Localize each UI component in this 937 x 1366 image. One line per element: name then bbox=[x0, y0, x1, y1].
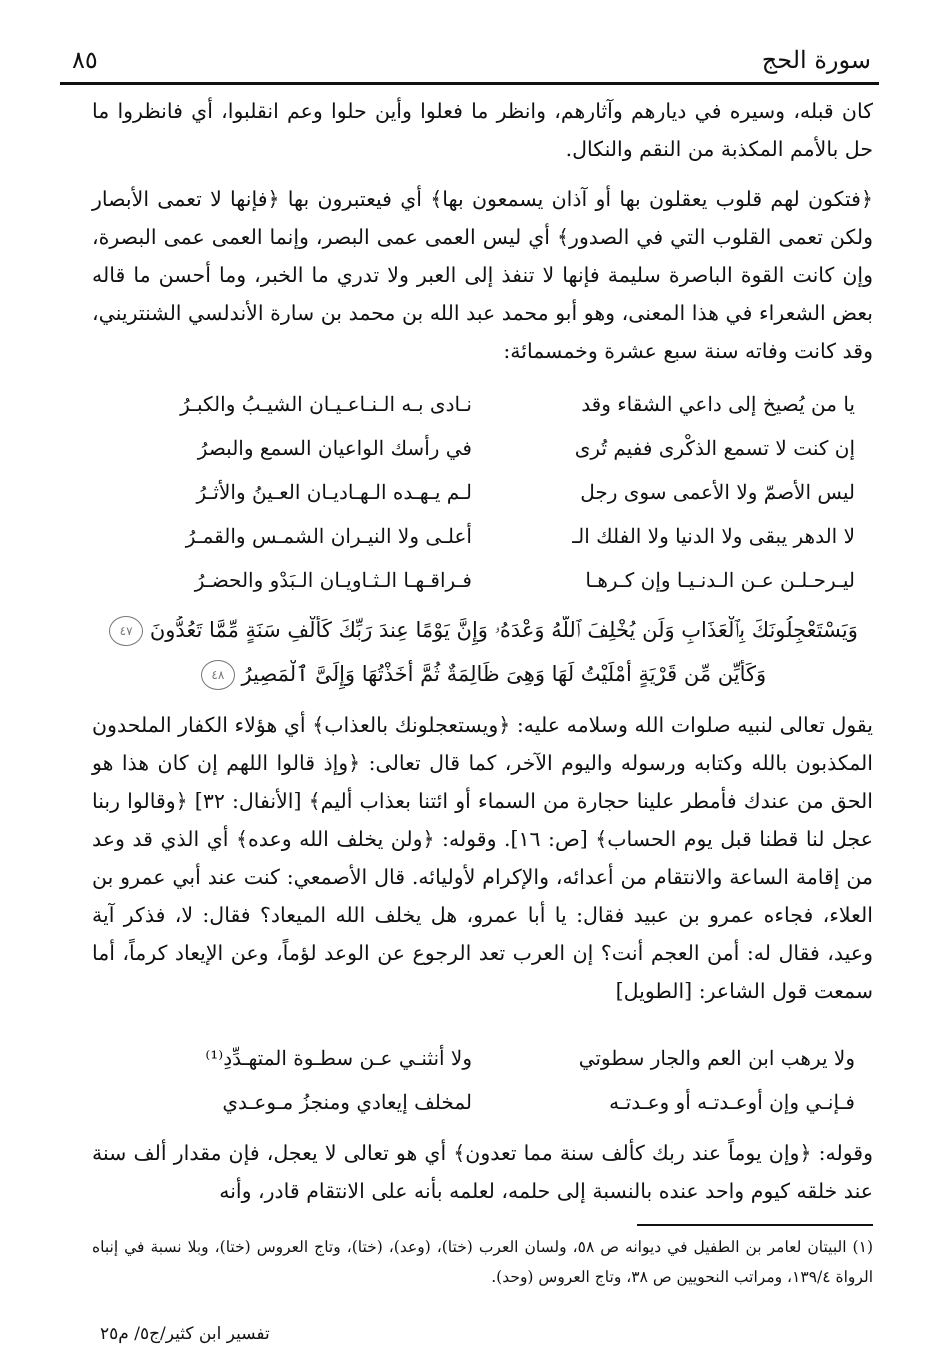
verse-number-marker: ٤٧ bbox=[109, 616, 143, 646]
paragraph-text: يقول تعالى لنبيه صلوات الله وسلامه عليه: ﴿ويستعجلونك بالعذاب﴾ أي هؤلاء الكفار الملحدون المكذبون بالله وكتابه ورسوله واليوم الآخر، كما قال تعالى: ﴿وإذ قالوا اللهم إن كان هذا هو الحق من عندك فأمطر علينا حجارة من السماء أو ائتنا بعذاب أليم﴾ [الأنفال: ٣٢] ﴿وقالوا ربنا عجل لنا قطنا قبل يوم الحساب﴾ [ص: ١٦]. وقوله: ﴿ولن يخلف الله وعده﴾ أي الذي قد وعد من إقامة الساعة والانتقام من أعدائه، والإكرام لأوليائه. قال الأصمعي: كنت عند أبي عمرو بن العلاء، فجاءه عمرو بن عبيد فقال: يا أبا عمرو، هل يخلف الله الميعاد؟ فقال: لا، فذكر آية وعيد، فقال له: أمن العجم أنت؟ إن العرب تعد الرجوع عن الوعد لؤماً، وعن الإيعاد كرماً، أما سمعت قول الشاعر: [الطويل] bbox=[92, 713, 874, 1003]
verse-second-hemistich: أعلـى ولا النيـران الشمـس والقمـرُ bbox=[185, 524, 472, 548]
poem-verse bbox=[92, 392, 867, 432]
paragraph-intro bbox=[92, 92, 873, 168]
quran-verse-text: وَيَسْتَعْجِلُونَكَ بِٱلْعَذَابِ وَلَن يُخْلِفَ ٱللَّهُ وَعْدَهُۥ وَإِنَّ يَوْمًا عِندَ رَبِّكَ كَأَلْفِ سَنَةٍ مِّمَّا تَعُدُّونَ bbox=[149, 618, 858, 642]
quran-verse bbox=[92, 660, 867, 706]
verse-first-hemistich: لا الدهر يبقى ولا الدنيا ولا الفلك الـ bbox=[572, 524, 855, 548]
verse-first-hemistich: ولا يرهب ابن العم والجار سطوتي bbox=[578, 1046, 855, 1070]
verse-first-hemistich: ليـرحـلـن عـن الـدنـيـا وإن كـرهـا bbox=[585, 568, 855, 592]
footnote-divider bbox=[637, 1224, 873, 1226]
page-header bbox=[60, 40, 879, 88]
verse-second-hemistich: في رأسك الواعيان السمع والبصرُ bbox=[197, 436, 472, 460]
poem-verse bbox=[92, 524, 867, 564]
book-signature: تفسير ابن كثير/ج٥/ م٢٥ bbox=[100, 1324, 270, 1344]
header-divider bbox=[60, 82, 879, 85]
poem-verse bbox=[92, 1046, 867, 1086]
poem-verse bbox=[92, 480, 867, 520]
verse-second-hemistich: فـراقـهـا الـثـاويـان الـبَدْو والحضـرُ bbox=[194, 568, 472, 592]
verse-first-hemistich: يا من يُصيخ إلى داعي الشقاء وقد bbox=[581, 392, 855, 416]
poem-verse bbox=[92, 568, 867, 608]
verse-first-hemistich: ليس الأصمّ ولا الأعمى سوى رجل bbox=[580, 480, 855, 504]
paragraph-text: وقوله: ﴿وإن يوماً عند ربك كألف سنة مما تعدون﴾ أي هو تعالى لا يعجل، فإن مقدار ألف سنة عند خلقه كيوم واحد عنده بالنسبة إلى حلمه، لعلمه بأنه على الانتقام قادر، وأنه bbox=[92, 1141, 873, 1203]
paragraph-tafsir bbox=[92, 180, 873, 370]
paragraph-closing bbox=[92, 1134, 873, 1210]
footnote: (١) البيتان لعامر بن الطفيل في ديوانه ص ٥٨، ولسان العرب (ختا)، (وعد)، (ختا)، وتاج العروس (ختا)، وبلا نسبة في إنباه الرواة ١٣٩/٤، ومراتب النحويين ص ٣٨، وتاج العروس (وحد). bbox=[92, 1238, 873, 1286]
surah-title: سورة الحج bbox=[761, 46, 871, 74]
verse-second-hemistich: ولا أنثنـي عـن سطـوة المتهـدِّدِ⁽¹⁾ bbox=[205, 1046, 472, 1070]
verse-number-marker: ٤٨ bbox=[201, 660, 235, 690]
paragraph-commentary bbox=[92, 706, 873, 1010]
poem-verse bbox=[92, 436, 867, 476]
paragraph-text: كان قبله، وسيره في ديارهم وآثارهم، وانظر ما فعلوا وأين حلوا وعم انقلبوا، أي فانظروا ما حل بالأمم المكذبة من النقم والنكال. bbox=[92, 99, 873, 161]
quran-verse bbox=[92, 616, 867, 662]
verse-second-hemistich: لمخلف إيعادي ومنجزُ مـوعـدي bbox=[222, 1090, 472, 1114]
verse-second-hemistich: لـم يـهـده الـهـاديـان العـينُ والأثـرُ bbox=[196, 480, 472, 504]
quran-verse-text: وَكَأَيِّن مِّن قَرْيَةٍ أَمْلَيْتُ لَهَا وَهِىَ ظَالِمَةٌ ثُمَّ أَخَذْتُهَا وَإِلَىَّ ٱلْمَصِيرُ bbox=[241, 662, 767, 686]
poem-verse bbox=[92, 1090, 867, 1130]
paragraph-text: ﴿فتكون لهم قلوب يعقلون بها أو آذان يسمعون بها﴾ أي فيعتبرون بها ﴿فإنها لا تعمى الأبصار ولكن تعمى القلوب التي في الصدور﴾ أي ليس العمى عمى البصر، وإنما العمى عمى البصرة، وإن كانت القوة الباصرة سليمة فإنها لا تنفذ إلى العبر ولا تدري ما الخبر، وما أحسن ما قاله بعض الشعراء في هذا المعنى، وهو أبو محمد عبد الله بن محمد بن سارة الأندلسي الشنتريني، وقد كانت وفاته سنة سبع عشرة وخمسمائة: bbox=[92, 187, 873, 363]
verse-second-hemistich: نـادى بـه الـنـاعـيـان الشيـبُ والكبـرُ bbox=[180, 392, 472, 416]
verse-first-hemistich: فـإنـي وإن أوعـدتـه أو وعـدتـه bbox=[609, 1090, 855, 1114]
page-number: ٨٥ bbox=[72, 46, 98, 74]
verse-first-hemistich: إن كنت لا تسمع الذكْرى ففيم تُرى bbox=[574, 436, 855, 460]
